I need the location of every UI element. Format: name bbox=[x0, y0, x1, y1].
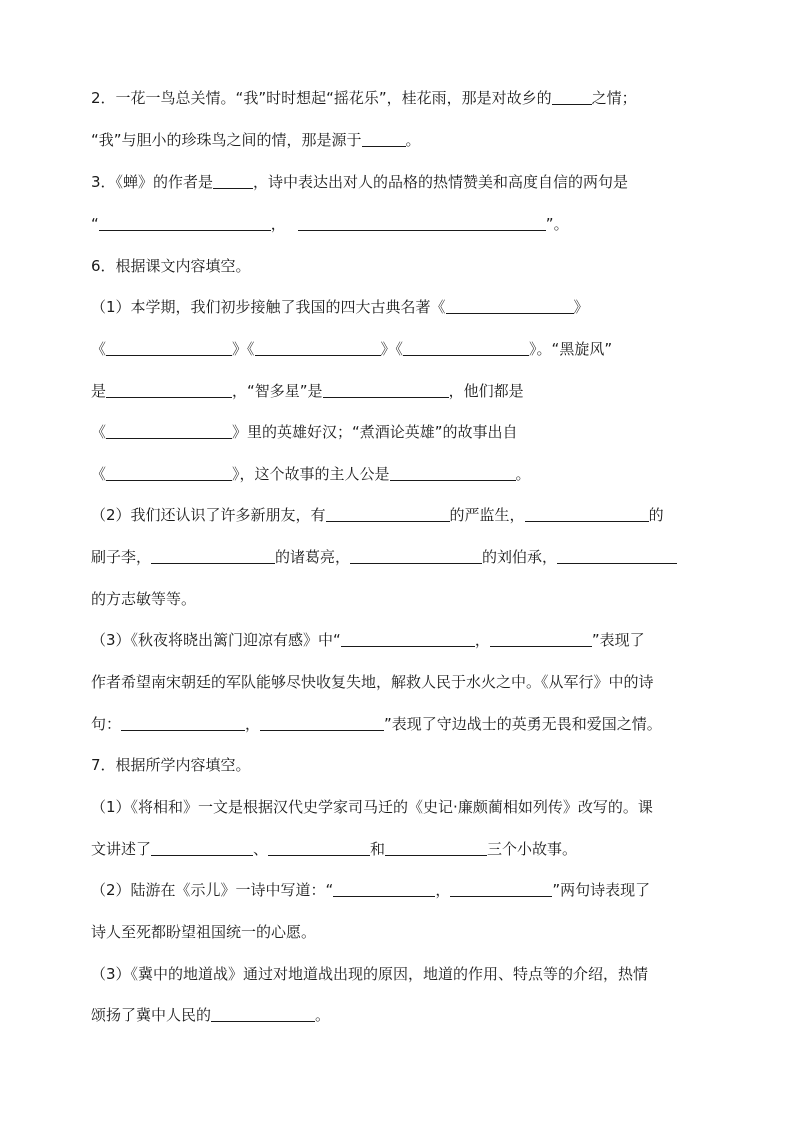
q6-text: ”表现了守边战士的英勇无畏和爱国之情。 bbox=[384, 715, 662, 733]
q6-text: 的诸葛亮， bbox=[275, 548, 351, 566]
q6-text: 》《 bbox=[232, 340, 255, 358]
q6-line-1 bbox=[91, 297, 589, 317]
q6-text: 的刘伯承， bbox=[482, 548, 558, 566]
q6-line-3 bbox=[91, 381, 524, 401]
q6-text: 刷子李， bbox=[91, 548, 152, 566]
answer-blank[interactable] bbox=[106, 340, 232, 356]
answer-blank[interactable] bbox=[362, 131, 406, 147]
q6-line-11 bbox=[91, 714, 662, 734]
answer-blank[interactable] bbox=[211, 1006, 315, 1022]
answer-blank[interactable] bbox=[557, 548, 677, 564]
q2-line-1 bbox=[91, 88, 637, 108]
q3-text: ”。 bbox=[545, 215, 569, 233]
q2-text: 。 bbox=[405, 131, 421, 149]
q3-text: ，诗中表达出对人的品格的热情赞美和高度自信的两句是 bbox=[253, 173, 629, 191]
q6-text: 是 bbox=[91, 382, 107, 400]
answer-blank[interactable] bbox=[99, 215, 271, 231]
q6-line-10: 作者希望南宋朝廷的军队能够尽快收复失地，解救人民于水火之中。《从军行》中的诗 bbox=[91, 673, 654, 691]
q7-title: 7．根据所学内容填空。 bbox=[91, 756, 251, 774]
q7-line-3 bbox=[91, 880, 650, 900]
q6-line-7 bbox=[91, 547, 677, 567]
q6-text: 》里的英雄好汉；“煮酒论英雄”的故事出自 bbox=[232, 423, 518, 441]
answer-blank[interactable] bbox=[151, 548, 275, 564]
q3-text: ， bbox=[270, 215, 286, 233]
q7-text: 文讲述了 bbox=[91, 840, 152, 858]
answer-blank[interactable] bbox=[552, 89, 592, 105]
q6-line-8: 的方志敏等等。 bbox=[91, 590, 197, 608]
answer-blank[interactable] bbox=[326, 506, 450, 522]
answer-blank[interactable] bbox=[268, 840, 370, 856]
q7-line-5: （3）《冀中的地道战》通过对地道战出现的原因，地道的作用、特点等的介绍，热情 bbox=[91, 965, 649, 983]
answer-blank[interactable] bbox=[255, 340, 381, 356]
q6-text: ， bbox=[474, 631, 490, 649]
q6-text: 《 bbox=[91, 340, 107, 358]
answer-blank[interactable] bbox=[525, 506, 649, 522]
q6-text: 的 bbox=[648, 506, 664, 524]
q2-text: “我”与胆小的珍珠鸟之间的情，那是源于 bbox=[91, 131, 362, 149]
answer-blank[interactable] bbox=[260, 715, 384, 731]
q2-line-2 bbox=[91, 130, 421, 150]
q6-text: 。 bbox=[515, 465, 531, 483]
q7-line-4: 诗人至死都盼望祖国统一的心愿。 bbox=[91, 923, 317, 941]
q7-text: 三个小故事。 bbox=[487, 840, 578, 858]
answer-blank[interactable] bbox=[106, 465, 232, 481]
q7-line-1: （1）《将相和》一文是根据汉代史学家司马迁的《史记·廉颇蔺相如列传》改写的。课 bbox=[91, 798, 653, 816]
q6-title: 6．根据课文内容填空。 bbox=[91, 257, 251, 275]
answer-blank[interactable] bbox=[385, 840, 487, 856]
q7-line-2 bbox=[91, 839, 577, 859]
answer-blank[interactable] bbox=[450, 881, 552, 897]
q7-text: 、 bbox=[253, 840, 269, 858]
q6-text: 的严监生， bbox=[449, 506, 525, 524]
q6-text: 》 bbox=[573, 298, 589, 316]
q2-text: 2．一花一鸟总关情。“我”时时想起“摇花乐”，桂花雨，那是对故乡的 bbox=[91, 89, 552, 107]
q7-line-6 bbox=[91, 1005, 330, 1025]
q6-text: 《 bbox=[91, 465, 107, 483]
q6-text: 句： bbox=[91, 715, 122, 733]
q7-text: 颂扬了冀中人民的 bbox=[91, 1006, 212, 1024]
q6-line-2 bbox=[91, 339, 612, 359]
answer-blank[interactable] bbox=[213, 173, 253, 189]
q7-text: ”两句诗表现了 bbox=[552, 881, 651, 899]
answer-blank[interactable] bbox=[151, 840, 253, 856]
answer-blank[interactable] bbox=[350, 548, 482, 564]
q7-text: 和 bbox=[370, 840, 386, 858]
q6-text: 》《 bbox=[380, 340, 404, 358]
q3-text: 3．《蝉》的作者是 bbox=[91, 173, 214, 191]
answer-blank[interactable] bbox=[121, 715, 245, 731]
q6-text: （2）我们还认识了许多新朋友，有 bbox=[91, 506, 326, 524]
q6-text: ，他们都是 bbox=[448, 382, 524, 400]
q3-line-1 bbox=[91, 172, 628, 192]
q6-text: ”表现了 bbox=[591, 631, 645, 649]
q6-text: 《 bbox=[91, 423, 107, 441]
q6-text: 》。“黑旋风” bbox=[529, 340, 613, 358]
answer-blank[interactable] bbox=[341, 631, 475, 647]
q6-text: 》，这个故事的主人公是 bbox=[232, 465, 390, 483]
q6-text: ， bbox=[245, 715, 261, 733]
answer-blank[interactable] bbox=[323, 382, 449, 398]
answer-blank[interactable] bbox=[298, 215, 546, 231]
q6-line-9 bbox=[91, 630, 645, 650]
answer-blank[interactable] bbox=[403, 340, 529, 356]
answer-blank[interactable] bbox=[390, 465, 516, 481]
answer-blank[interactable] bbox=[446, 298, 574, 314]
answer-blank[interactable] bbox=[106, 423, 232, 439]
q7-text: ， bbox=[435, 881, 451, 899]
q7-text: 。 bbox=[315, 1006, 331, 1024]
q7-text: （2）陆游在《示儿》一诗中写道：“ bbox=[91, 881, 334, 899]
q6-text: ，“智多星”是 bbox=[232, 382, 323, 400]
q6-text: （1）本学期，我们初步接触了我国的四大古典名著《 bbox=[91, 298, 446, 316]
answer-blank[interactable] bbox=[106, 382, 232, 398]
q6-line-4 bbox=[91, 422, 518, 442]
answer-blank[interactable] bbox=[333, 881, 435, 897]
q3-text: “ bbox=[91, 215, 99, 233]
q6-line-6 bbox=[91, 505, 664, 525]
q3-line-2 bbox=[91, 214, 569, 234]
q2-text: 之情； bbox=[591, 89, 637, 107]
q6-line-5 bbox=[91, 464, 531, 484]
answer-blank[interactable] bbox=[490, 631, 592, 647]
q6-text: （3）《秋夜将晓出篱门迎凉有感》中“ bbox=[91, 631, 341, 649]
